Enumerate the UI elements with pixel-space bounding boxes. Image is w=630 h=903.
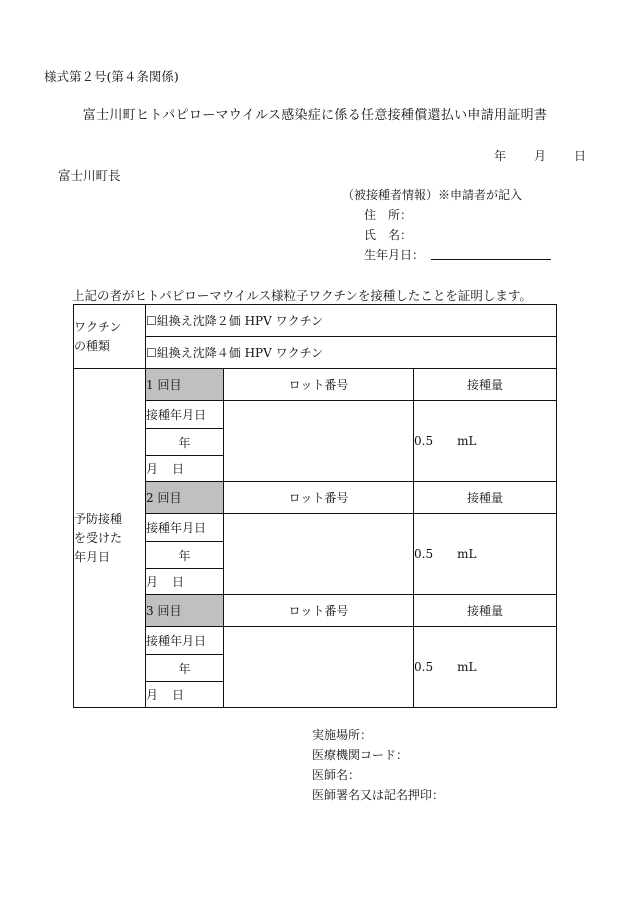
vaccination-table <box>73 304 557 708</box>
birthdate-underline <box>431 259 551 260</box>
name-label: 氏 名： <box>364 228 413 242</box>
round-1-lot-number-cell[interactable] <box>224 401 414 482</box>
lot-number-header: ロット番号 <box>224 482 414 514</box>
vaccination-date-field-label: 接種年月日 <box>146 514 224 542</box>
round-1-year-field[interactable]: 年 <box>146 429 224 456</box>
date-year-label: 年 <box>494 149 507 163</box>
vaccination-date-field-label: 接種年月日 <box>146 627 224 655</box>
round-1-month-day-field[interactable]: 月 日 <box>146 456 224 482</box>
round-3-label: 3 回目 <box>146 595 224 627</box>
round-3-dose-cell: 0.5 mL <box>414 627 557 708</box>
round-3-year-field[interactable]: 年 <box>146 655 224 682</box>
address-label: 住 所： <box>364 208 413 222</box>
vaccine-option-quadrivalent[interactable]: ☐組換え沈降４価 HPV ワクチン <box>146 337 557 369</box>
dose-header: 接種量 <box>414 369 557 401</box>
location-label: 実施場所： <box>312 728 373 742</box>
vaccination-date-field-label: 接種年月日 <box>146 401 224 429</box>
birthdate-label: 生年月日： <box>364 248 425 262</box>
date-day-label: 日 <box>574 149 587 163</box>
addressee: 富士川町長 <box>58 168 121 183</box>
dose-header: 接種量 <box>414 482 557 514</box>
round-1-dose-cell: 0.5 mL <box>414 401 557 482</box>
round-1-label: 1 回目 <box>146 369 224 401</box>
round-2-dose-cell: 0.5 mL <box>414 514 557 595</box>
round-2-year-field[interactable]: 年 <box>146 542 224 569</box>
round-2-month-day-field[interactable]: 月 日 <box>146 569 224 595</box>
round-3-month-day-field[interactable]: 月 日 <box>146 682 224 708</box>
vaccination-date-label: 予防接種 を受けた 年月日 <box>74 369 146 708</box>
form-number: 様式第２号(第４条関係) <box>44 69 179 84</box>
dose-header: 接種量 <box>414 595 557 627</box>
round-2-label: 2 回目 <box>146 482 224 514</box>
doctor-signature-label: 医師署名又は記名押印： <box>312 788 445 802</box>
vaccine-type-label: ワクチン の種類 <box>74 305 146 369</box>
date-month-label: 月 <box>534 149 547 163</box>
vaccine-option-bivalent[interactable]: ☐組換え沈降２価 HPV ワクチン <box>146 305 557 337</box>
round-2-lot-number-cell[interactable] <box>224 514 414 595</box>
lot-number-header: ロット番号 <box>224 369 414 401</box>
lot-number-header: ロット番号 <box>224 595 414 627</box>
certification-statement: 上記の者がヒトパピローマウイルス様粒子ワクチンを接種したことを証明します。 <box>72 288 532 303</box>
vaccinee-info-heading: （被接種者情報）※申請者が記入 <box>342 188 523 202</box>
doctor-name-label: 医師名： <box>312 768 361 782</box>
round-3-lot-number-cell[interactable] <box>224 627 414 708</box>
document-title: 富士川町ヒトパピローマウイルス感染症に係る任意接種償還払い申請用証明書 <box>82 108 548 123</box>
institution-code-label: 医療機関コード： <box>312 748 409 762</box>
